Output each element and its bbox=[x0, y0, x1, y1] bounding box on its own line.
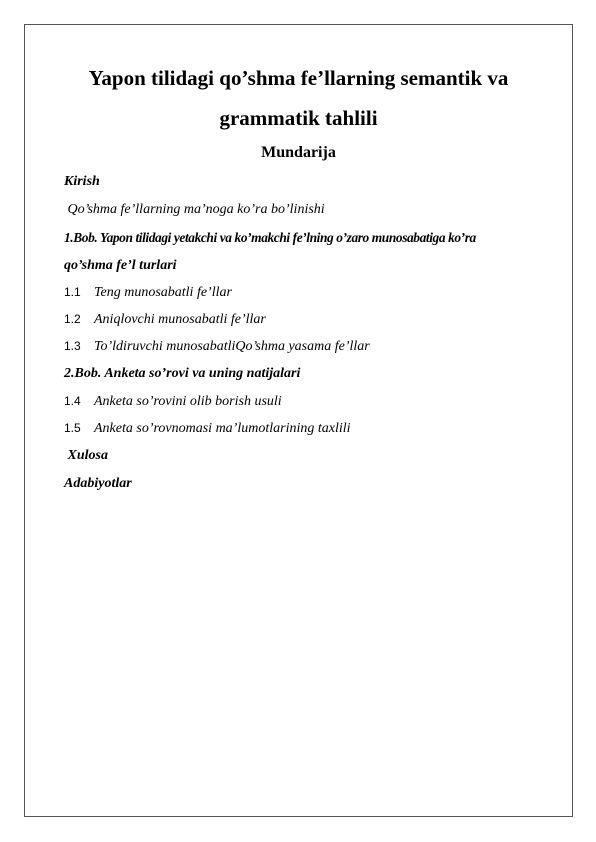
contents-heading: Mundarija bbox=[261, 144, 336, 161]
toc-entry-introduction: Kirish bbox=[64, 174, 100, 189]
toc-entry-chapter-1: 1.Bob. Yapon tilidagi yetakchi va ko’makchi fe’lning o’zaro munosabatiga ko’ra bbox=[64, 230, 476, 245]
document-title-line-1: Yapon tilidagi qo’shma fe’llarning semantik va bbox=[88, 66, 509, 90]
toc-entry-1-2 bbox=[64, 312, 266, 328]
document-title-line-2: grammatik tahlili bbox=[219, 106, 378, 130]
toc-entry-chapter-2: 2.Bob. Anketa so’rovi va uning natijalari bbox=[64, 366, 301, 381]
toc-number: 1.5 bbox=[64, 421, 81, 435]
toc-entry-1-4 bbox=[64, 394, 282, 410]
toc-entry-chapter-1-continued: qo’shma fe’l turlari bbox=[64, 258, 177, 273]
toc-number: 1.4 bbox=[64, 394, 81, 408]
toc-entry-references: Adabiyotlar bbox=[64, 476, 132, 491]
toc-entry-1-5 bbox=[64, 421, 351, 437]
toc-number: 1.2 bbox=[64, 312, 81, 326]
toc-entry-conclusion: Xulosa bbox=[64, 448, 108, 463]
toc-entry-label: Teng munosabatli fe’llar bbox=[94, 285, 232, 300]
toc-entry-label: To’ldiruvchi munosabatliQo’shma yasama fe’llar bbox=[94, 339, 370, 354]
toc-number: 1.1 bbox=[64, 285, 81, 299]
toc-entry-1-1 bbox=[64, 285, 232, 301]
toc-entry-label: Anketa so’rovini olib borish usuli bbox=[94, 394, 282, 409]
toc-entry-label: Aniqlovchi munosabatli fe’llar bbox=[94, 312, 266, 327]
toc-entry-compound-verbs-by-meaning: Qo’shma fe’llarning ma’noga ko’ra bo’linishi bbox=[64, 202, 325, 217]
toc-entry-1-3 bbox=[64, 339, 370, 355]
toc-number: 1.3 bbox=[64, 339, 81, 353]
toc-entry-label: Anketa so’rovnomasi ma’lumotlarining taxlili bbox=[94, 421, 351, 436]
